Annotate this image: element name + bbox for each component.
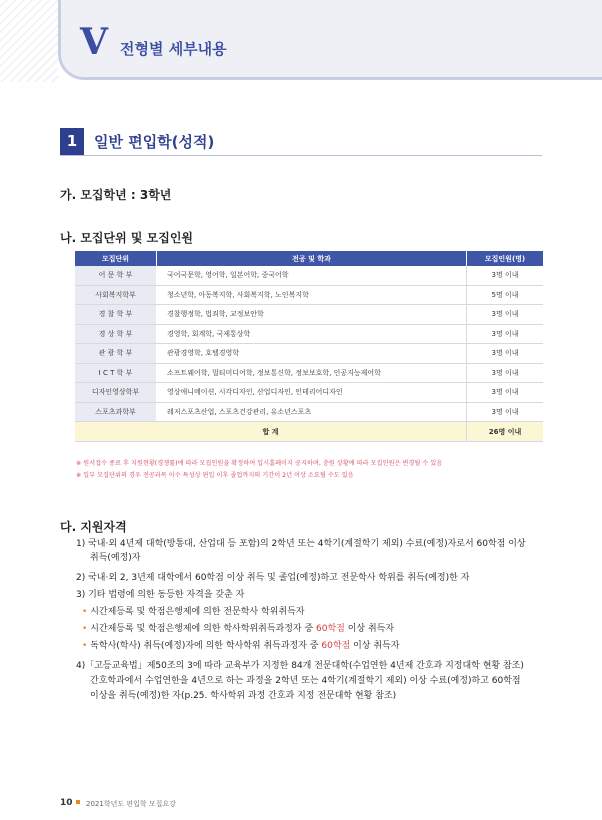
table-row (75, 324, 543, 344)
table-note-1: ※ 원서접수 종료 후 지원현황(경쟁률)에 따라 모집인원을 확정하여 입시홈페이지 공지하며, 충원 상황에 따라 모집인원은 변경될 수 있음 (76, 460, 443, 467)
qualification-4-line-1: 4)「고등교육법」제50조의 3에 따라 교육부가 지정한 84개 전문대학(수업연한 4년제 간호과 지정대학 현황 참조) (76, 661, 524, 671)
section-number-badge: 1 (60, 128, 84, 155)
qualification-3-sub-3 (82, 640, 399, 653)
qualification-2: 2) 국내·외 2, 3년제 대학에서 60학점 이상 취득 및 졸업(예정)하고 전문학사 학위를 취득(예정)한 자 (76, 573, 470, 583)
column-header-count: 모집인원(명) (467, 251, 544, 266)
count-cell: 3명 이내 (467, 344, 544, 364)
unit-cell: 스포츠과학부 (75, 402, 157, 422)
table-row (75, 285, 543, 305)
recruitment-table (75, 251, 543, 442)
qualification-3-sub-2 (82, 623, 394, 636)
count-cell: 3명 이내 (467, 402, 544, 422)
total-count: 26명 이내 (467, 422, 544, 442)
heading-da: 다. 지원자격 (60, 520, 127, 534)
sub-3-highlight: 60학점 (321, 641, 351, 651)
qualification-1-line-2: 취득(예정)자 (90, 553, 141, 563)
sub-2-highlight: 60학점 (316, 624, 345, 634)
qualification-1-line-1: 1) 국내·외 4년제 대학(방통대, 산업대 등 포함)의 2학년 또는 4학기(계절학기 제외) 수료(예정)자로서 60학점 이상 (76, 539, 526, 549)
column-header-unit: 모집단위 (75, 251, 157, 266)
sub-2-text-end: 이상 취득자 (344, 624, 395, 634)
dept-cell: 경찰행정학, 법죄학, 교정보안학 (157, 305, 467, 325)
unit-cell: I C T 학 부 (75, 363, 157, 383)
heading-ga: 가. 모집학년 : 3학년 (60, 188, 172, 202)
dept-cell: 소프트웨어학, 멀티미디어학, 정보통신학, 정보보호학, 인공지능제어학 (157, 363, 467, 383)
count-cell: 3명 이내 (467, 266, 544, 285)
sub-1-text: 시간제등록 및 학점은행제에 의한 전문학사 학위취득자 (90, 607, 305, 617)
unit-cell: 경 상 학 부 (75, 324, 157, 344)
dept-cell: 영상애니메이션, 시각디자인, 산업디자인, 인테리어디자인 (157, 383, 467, 403)
footer-dot-icon (76, 800, 80, 804)
table-total-row (75, 422, 543, 442)
dept-cell: 청소년학, 아동복지학, 사회복지학, 노인복지학 (157, 285, 467, 305)
section-title: 일반 편입학(성적) (94, 133, 215, 151)
dept-cell: 관광경영학, 호텔경영학 (157, 344, 467, 364)
header-hatch-decoration (0, 0, 58, 82)
dept-cell: 레저스포츠산업, 스포츠건강관리, 유소년스포츠 (157, 402, 467, 422)
heading-na: 나. 모집단위 및 모집인원 (60, 231, 194, 245)
chapter-title: 전형별 세부내용 (120, 40, 227, 58)
unit-cell: 사회복지학부 (75, 285, 157, 305)
page-number: 10 (60, 798, 73, 808)
unit-cell: 경 찰 학 부 (75, 305, 157, 325)
count-cell: 3명 이내 (467, 305, 544, 325)
table-row (75, 266, 543, 285)
footer-title: 2021학년도 편입학 모집요강 (86, 800, 176, 808)
unit-cell: 관 광 학 부 (75, 344, 157, 364)
column-header-dept: 전공 및 학과 (157, 251, 467, 266)
table-row (75, 363, 543, 383)
dept-cell: 국어국문학, 영어학, 일본어학, 중국어학 (157, 266, 467, 285)
table-row (75, 305, 543, 325)
qualification-3-sub-1 (82, 606, 304, 619)
section-divider (60, 155, 542, 156)
total-label: 합 계 (75, 422, 467, 442)
table-row (75, 402, 543, 422)
qualification-3: 3) 기타 법령에 의한 동등한 자격을 갖춘 자 (76, 590, 245, 600)
bullet-icon: • (82, 624, 88, 634)
table-row (75, 344, 543, 364)
bullet-icon: • (82, 607, 88, 617)
count-cell: 3명 이내 (467, 363, 544, 383)
unit-cell: 어 문 학 부 (75, 266, 157, 285)
table-header-row (75, 251, 543, 266)
bullet-icon: • (82, 641, 88, 651)
qualification-4-line-3: 이상을 취득(예정)한 자(p.25. 학사학위 과정 간호과 지정 전문대학 현황 참조) (90, 691, 397, 701)
table-note-2: ※ 일부 모집단위의 경우 전공과목 이수 특성상 편입 이후 졸업까지의 기간이 2년 이상 소요될 수도 있음 (76, 472, 354, 479)
count-cell: 3명 이내 (467, 324, 544, 344)
count-cell: 3명 이내 (467, 383, 544, 403)
unit-cell: 디자인영상학부 (75, 383, 157, 403)
dept-cell: 경영학, 회계학, 국제통상학 (157, 324, 467, 344)
qualification-4-line-2: 간호학과에서 수업연한을 4년으로 하는 과정을 2학년 또는 4학기(계절학기 제외) 이상 수료(예정)하고 60학점 (90, 676, 521, 686)
sub-2-text: 시간제등록 및 학점은행제에 의한 학사학위취득과정자 중 (90, 624, 317, 634)
sub-3-text-end: 이상 취득자 (350, 641, 400, 651)
chapter-roman-numeral: V (80, 21, 108, 63)
table-row (75, 383, 543, 403)
count-cell: 5명 이내 (467, 285, 544, 305)
sub-3-text: 독학사(학사) 취득(예정)자에 의한 학사학위 취득과정자 중 (90, 641, 322, 651)
